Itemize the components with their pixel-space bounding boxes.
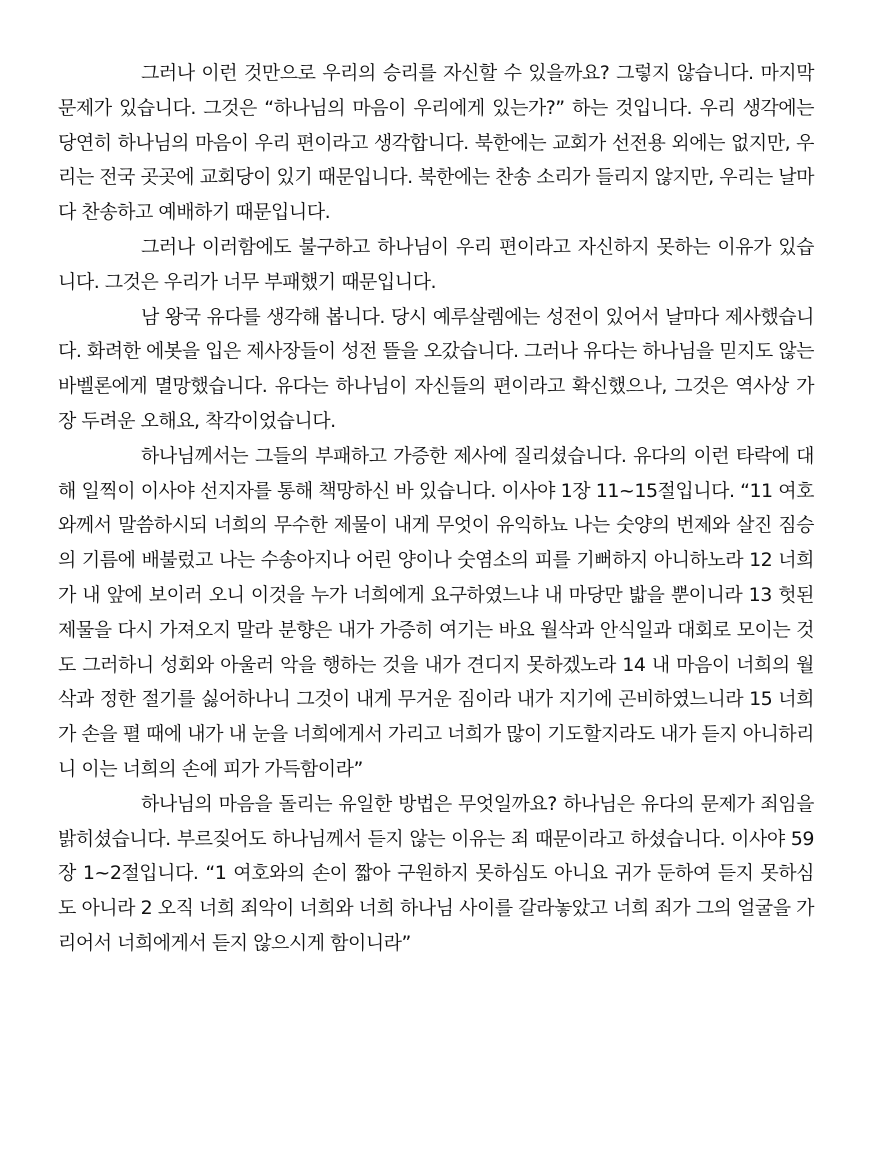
paragraph-1: 그러나 이런 것만으로 우리의 승리를 자신할 수 있을까요? 그렇지 않습니다. 마지막 문제가 있습니다. 그것은 “하나님의 마음이 우리에게 있는가?” 하는 것입니다. 우리 생각에는 당연히 하나님의 마음이 우리 편이라고 생각합니다. 북한에는 교회가 선전용 외에는 없지만, 우리는 전국 곳곳에 교회당이 있기 때문입니다. 북한에는 찬송 소리가 들리지 않지만, 우리는 날마다 찬송하고 예배하기 때문입니다. [58,62,815,224]
paragraph-3: 남 왕국 유다를 생각해 봅니다. 당시 예루살렘에는 성전이 있어서 날마다 제사했습니다. 화려한 에봇을 입은 제사장들이 성전 뜰을 오갔습니다. 그러나 유다는 하나님을 믿지도 않는 바벨론에게 멸망했습니다. 유다는 하나님이 자신들의 편이라고 확신했으나, 그것은 역사상 가장 두려운 오해요, 착각이었습니다. [58,305,815,432]
paragraph-4: 하나님께서는 그들의 부패하고 가증한 제사에 질리셨습니다. 유다의 이런 타락에 대해 일찍이 이사야 선지자를 통해 책망하신 바 있습니다. 이사야 1장 11~15절입니다. “11 여호와께서 말씀하시되 너희의 무수한 제물이 내게 무엇이 유익하뇨 나는 숫양의 번제와 살진 짐승의 기름에 배불렀고 나는 수송아지나 어린 양이나 숫염소의 피를 기뻐하지 아니하노라 12 너희가 내 앞에 보이러 오니 이것을 누가 너희에게 요구하였느냐 내 마당만 밟을 뿐이니라 13 헛된 제물을 다시 가져오지 말라 분향은 내가 가증히 여기는 바요 월삭과 안식일과 대회로 모이는 것도 그러하니 성회와 아울러 악을 행하는 것을 내가 견디지 못하겠노라 14 내 마음이 너희의 월삭과 정한 절기를 싫어하나니 그것이 내게 무거운 짐이라 내가 지기에 곤비하였느니라 15 너희가 손을 펼 때에 내가 내 눈을 너희에게서 가리고 너희가 많이 기도할지라도 내가 듣지 아니하리니 이는 너희의 손에 피가 가득함이라” [58,444,815,780]
paragraph-2: 그러나 이러함에도 불구하고 하나님이 우리 편이라고 자신하지 못하는 이유가 있습니다. 그것은 우리가 너무 부패했기 때문입니다. [58,235,814,293]
paragraph-5: 하나님의 마음을 돌리는 유일한 방법은 무엇일까요? 하나님은 유다의 문제가 죄임을 밝히셨습니다. 부르짖어도 하나님께서 듣지 않는 이유는 죄 때문이라고 하셨습니다. 이사야 59장 1~2절입니다. “1 여호와의 손이 짧아 구원하지 못하심도 아니요 귀가 둔하여 듣지 못하심도 아니라 2 오직 너희 죄악이 너희와 너희 하나님 사이를 갈라놓았고 너희 죄가 그의 얼굴을 가리어서 너희에게서 듣지 않으시게 함이니라” [58,792,814,954]
document-body [58,56,814,961]
